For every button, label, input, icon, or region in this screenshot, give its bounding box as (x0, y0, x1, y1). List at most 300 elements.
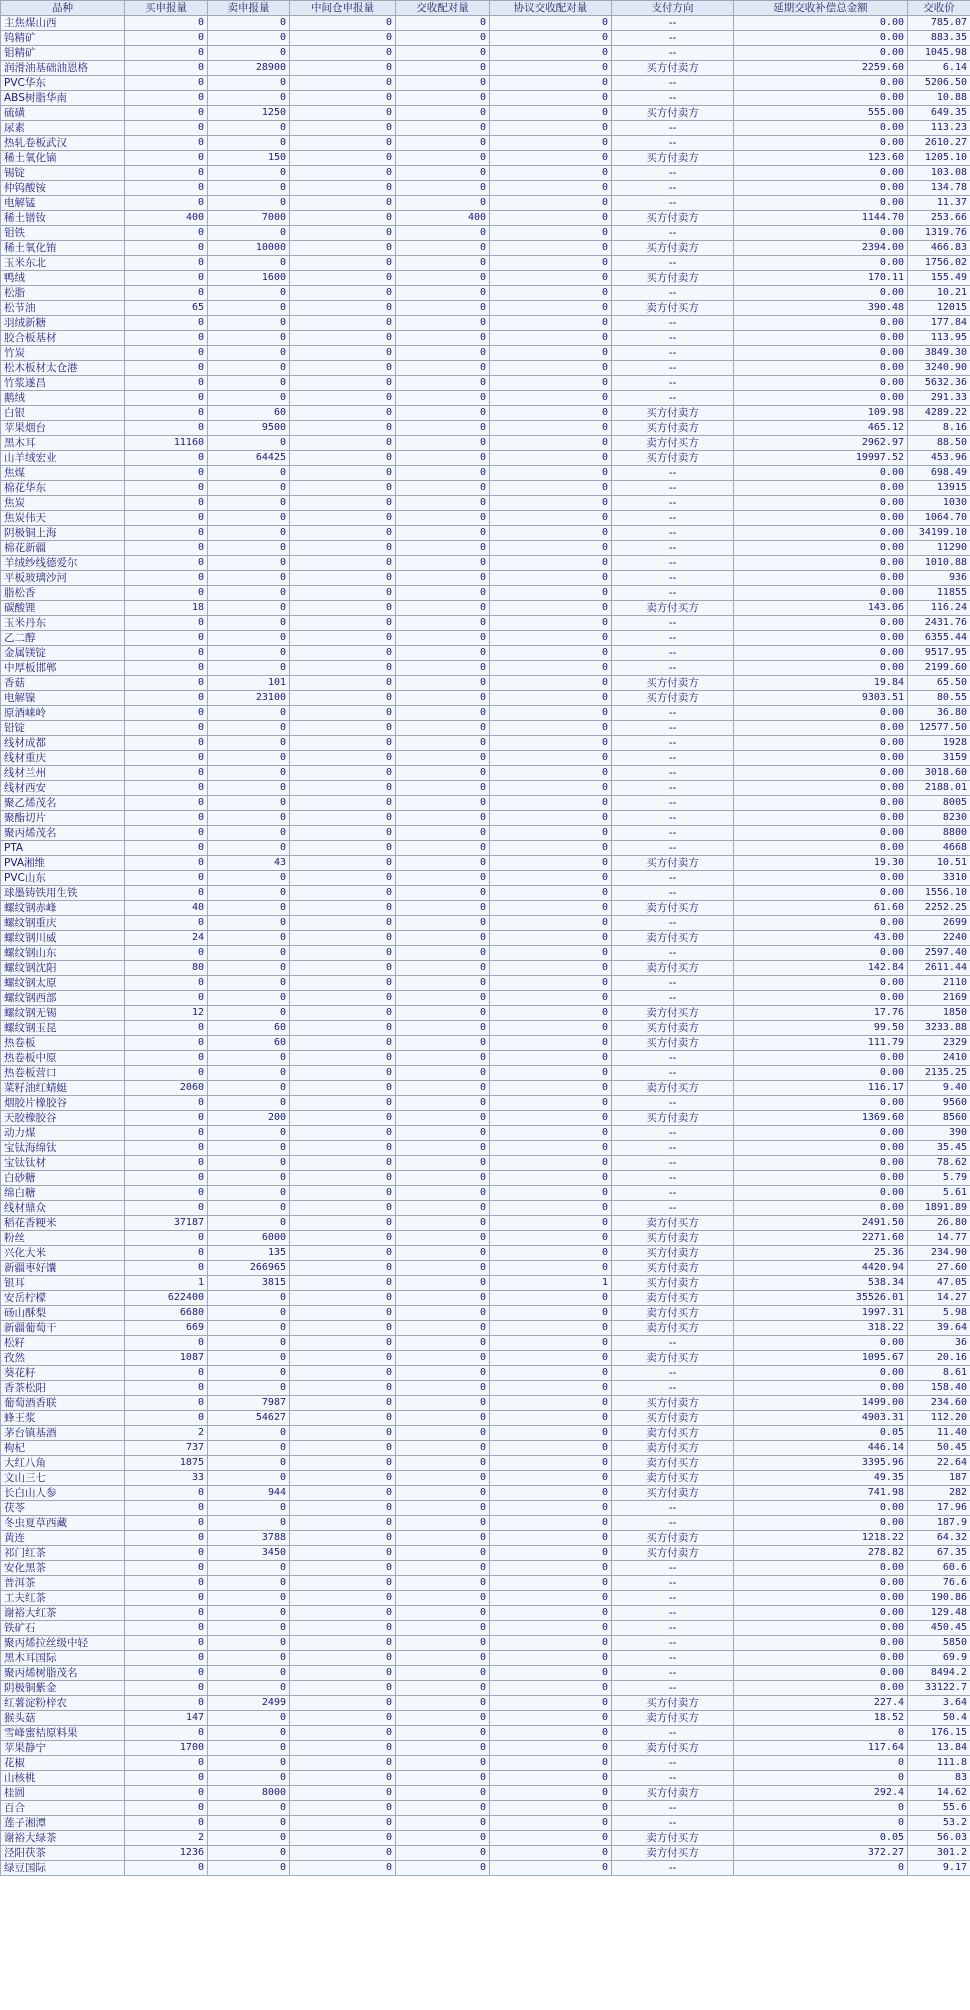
cell-deferred-compensation: 0.00 (734, 556, 908, 571)
cell-sell-quantity: 9500 (208, 421, 290, 436)
cell-payment-direction: -- (612, 31, 734, 46)
cell-agreement-matched-quantity: 0 (490, 1126, 612, 1141)
cell-matched-quantity: 0 (396, 1336, 490, 1351)
cell-buy-quantity: 0 (125, 61, 208, 76)
cell-agreement-matched-quantity: 0 (490, 1231, 612, 1246)
cell-agreement-matched-quantity: 0 (490, 781, 612, 796)
cell-intermediate-quantity: 0 (290, 1861, 396, 1876)
cell-variety: 枸杞 (1, 1441, 125, 1456)
cell-variety: 雪峰蜜桔原料果 (1, 1726, 125, 1741)
cell-sell-quantity: 0 (208, 1711, 290, 1726)
table-row (1, 241, 970, 256)
cell-matched-quantity: 0 (396, 1591, 490, 1606)
cell-agreement-matched-quantity: 0 (490, 961, 612, 976)
cell-matched-quantity: 0 (396, 646, 490, 661)
cell-agreement-matched-quantity: 0 (490, 1696, 612, 1711)
cell-intermediate-quantity: 0 (290, 1021, 396, 1036)
cell-sell-quantity: 135 (208, 1246, 290, 1261)
cell-deferred-compensation: 2491.50 (734, 1216, 908, 1231)
cell-intermediate-quantity: 0 (290, 376, 396, 391)
cell-intermediate-quantity: 0 (290, 646, 396, 661)
cell-agreement-matched-quantity: 0 (490, 1006, 612, 1021)
cell-deferred-compensation: 19.30 (734, 856, 908, 871)
cell-intermediate-quantity: 0 (290, 1291, 396, 1306)
cell-buy-quantity: 0 (125, 1801, 208, 1816)
cell-agreement-matched-quantity: 0 (490, 1546, 612, 1561)
cell-matched-quantity: 0 (396, 121, 490, 136)
table-row (1, 481, 970, 496)
cell-deferred-compensation: 43.00 (734, 931, 908, 946)
cell-agreement-matched-quantity: 0 (490, 1396, 612, 1411)
table-row (1, 706, 970, 721)
cell-matched-quantity: 400 (396, 211, 490, 226)
cell-variety: 焦煤 (1, 466, 125, 481)
cell-buy-quantity: 0 (125, 1621, 208, 1636)
cell-delivery-price: 1010.88 (908, 556, 970, 571)
cell-agreement-matched-quantity: 0 (490, 706, 612, 721)
cell-delivery-price: 9560 (908, 1096, 970, 1111)
cell-agreement-matched-quantity: 0 (490, 841, 612, 856)
cell-variety: 阴极铜上海 (1, 526, 125, 541)
cell-payment-direction: -- (612, 526, 734, 541)
cell-deferred-compensation: 372.27 (734, 1846, 908, 1861)
cell-intermediate-quantity: 0 (290, 1456, 396, 1471)
cell-agreement-matched-quantity: 0 (490, 1561, 612, 1576)
cell-sell-quantity: 0 (208, 886, 290, 901)
cell-payment-direction: -- (612, 316, 734, 331)
cell-buy-quantity: 0 (125, 1411, 208, 1426)
cell-buy-quantity: 0 (125, 571, 208, 586)
cell-payment-direction: 卖方付买方 (612, 436, 734, 451)
cell-variety: 原酒崃岭 (1, 706, 125, 721)
cell-intermediate-quantity: 0 (290, 811, 396, 826)
cell-variety: 稀土氧化镝 (1, 151, 125, 166)
cell-intermediate-quantity: 0 (290, 571, 396, 586)
cell-matched-quantity: 0 (396, 721, 490, 736)
cell-buy-quantity: 11160 (125, 436, 208, 451)
cell-deferred-compensation: 0.00 (734, 226, 908, 241)
table-row (1, 1021, 970, 1036)
cell-agreement-matched-quantity: 0 (490, 121, 612, 136)
table-row (1, 1411, 970, 1426)
cell-deferred-compensation: 0.00 (734, 1681, 908, 1696)
cell-buy-quantity: 0 (125, 511, 208, 526)
cell-deferred-compensation: 117.64 (734, 1741, 908, 1756)
cell-intermediate-quantity: 0 (290, 1081, 396, 1096)
cell-sell-quantity: 0 (208, 916, 290, 931)
cell-delivery-price: 10.88 (908, 91, 970, 106)
cell-agreement-matched-quantity: 0 (490, 1576, 612, 1591)
cell-sell-quantity: 0 (208, 1006, 290, 1021)
header-matched-quantity: 交收配对量 (396, 1, 490, 16)
cell-intermediate-quantity: 0 (290, 1801, 396, 1816)
cell-agreement-matched-quantity: 0 (490, 1861, 612, 1876)
cell-matched-quantity: 0 (396, 526, 490, 541)
cell-sell-quantity: 0 (208, 1321, 290, 1336)
cell-matched-quantity: 0 (396, 751, 490, 766)
cell-variety: 钼精矿 (1, 46, 125, 61)
cell-sell-quantity: 0 (208, 901, 290, 916)
cell-sell-quantity: 0 (208, 781, 290, 796)
cell-deferred-compensation: 0.00 (734, 46, 908, 61)
table-row (1, 1726, 970, 1741)
cell-matched-quantity: 0 (396, 421, 490, 436)
cell-sell-quantity: 0 (208, 1681, 290, 1696)
cell-agreement-matched-quantity: 0 (490, 1351, 612, 1366)
cell-matched-quantity: 0 (396, 1546, 490, 1561)
cell-payment-direction: -- (612, 1201, 734, 1216)
cell-deferred-compensation: 0.00 (734, 1576, 908, 1591)
cell-variety: 聚乙烯茂名 (1, 796, 125, 811)
cell-payment-direction: -- (612, 631, 734, 646)
cell-agreement-matched-quantity: 0 (490, 1021, 612, 1036)
table-row (1, 1636, 970, 1651)
cell-intermediate-quantity: 0 (290, 1666, 396, 1681)
cell-matched-quantity: 0 (396, 556, 490, 571)
cell-sell-quantity: 0 (208, 1726, 290, 1741)
table-row (1, 1351, 970, 1366)
cell-sell-quantity: 10000 (208, 241, 290, 256)
table-row (1, 646, 970, 661)
cell-variety: 茅台镇基酒 (1, 1426, 125, 1441)
cell-payment-direction: -- (612, 511, 734, 526)
cell-matched-quantity: 0 (396, 1456, 490, 1471)
cell-intermediate-quantity: 0 (290, 1351, 396, 1366)
cell-matched-quantity: 0 (396, 1771, 490, 1786)
cell-payment-direction: 卖方付买方 (612, 301, 734, 316)
cell-payment-direction: -- (612, 1666, 734, 1681)
cell-deferred-compensation: 19.84 (734, 676, 908, 691)
cell-variety: 锡锭 (1, 166, 125, 181)
cell-delivery-price: 4668 (908, 841, 970, 856)
cell-intermediate-quantity: 0 (290, 1231, 396, 1246)
cell-agreement-matched-quantity: 0 (490, 106, 612, 121)
cell-payment-direction: 买方付卖方 (612, 1546, 734, 1561)
cell-matched-quantity: 0 (396, 1426, 490, 1441)
cell-deferred-compensation: 0 (734, 1801, 908, 1816)
cell-buy-quantity: 0 (125, 466, 208, 481)
cell-delivery-price: 8230 (908, 811, 970, 826)
cell-variety: 稀土镨钕 (1, 211, 125, 226)
cell-variety: 白银 (1, 406, 125, 421)
cell-agreement-matched-quantity: 0 (490, 136, 612, 151)
cell-buy-quantity: 0 (125, 796, 208, 811)
table-row (1, 16, 970, 31)
cell-variety: 尿素 (1, 121, 125, 136)
cell-intermediate-quantity: 0 (290, 556, 396, 571)
cell-sell-quantity: 0 (208, 1381, 290, 1396)
cell-buy-quantity: 2060 (125, 1081, 208, 1096)
cell-matched-quantity: 0 (396, 1576, 490, 1591)
cell-matched-quantity: 0 (396, 196, 490, 211)
cell-delivery-price: 649.35 (908, 106, 970, 121)
cell-intermediate-quantity: 0 (290, 436, 396, 451)
cell-intermediate-quantity: 0 (290, 1771, 396, 1786)
table-row (1, 541, 970, 556)
cell-intermediate-quantity: 0 (290, 526, 396, 541)
cell-sell-quantity: 0 (208, 751, 290, 766)
cell-buy-quantity: 40 (125, 901, 208, 916)
cell-payment-direction: 买方付卖方 (612, 856, 734, 871)
cell-delivery-price: 2240 (908, 931, 970, 946)
cell-deferred-compensation: 0.00 (734, 946, 908, 961)
cell-agreement-matched-quantity: 0 (490, 46, 612, 61)
cell-sell-quantity: 0 (208, 766, 290, 781)
cell-delivery-price: 3310 (908, 871, 970, 886)
cell-variety: 竹浆遂昌 (1, 376, 125, 391)
table-row (1, 1681, 970, 1696)
cell-delivery-price: 1850 (908, 1006, 970, 1021)
cell-matched-quantity: 0 (396, 1696, 490, 1711)
cell-payment-direction: 卖方付买方 (612, 1831, 734, 1846)
cell-buy-quantity: 0 (125, 1246, 208, 1261)
cell-intermediate-quantity: 0 (290, 241, 396, 256)
cell-buy-quantity: 0 (125, 1036, 208, 1051)
cell-sell-quantity: 0 (208, 361, 290, 376)
cell-buy-quantity: 0 (125, 646, 208, 661)
cell-agreement-matched-quantity: 0 (490, 481, 612, 496)
cell-buy-quantity: 0 (125, 1141, 208, 1156)
cell-agreement-matched-quantity: 0 (490, 1141, 612, 1156)
cell-matched-quantity: 0 (396, 1276, 490, 1291)
table-row (1, 631, 970, 646)
cell-variety: 铅锭 (1, 721, 125, 736)
cell-delivery-price: 1556.10 (908, 886, 970, 901)
cell-variety: 宝钛海绵钛 (1, 1141, 125, 1156)
cell-agreement-matched-quantity: 0 (490, 391, 612, 406)
cell-delivery-price: 20.16 (908, 1351, 970, 1366)
cell-deferred-compensation: 0.00 (734, 286, 908, 301)
cell-deferred-compensation: 0.00 (734, 1561, 908, 1576)
cell-sell-quantity: 0 (208, 76, 290, 91)
cell-payment-direction: -- (612, 1561, 734, 1576)
cell-sell-quantity: 3815 (208, 1276, 290, 1291)
cell-sell-quantity: 0 (208, 526, 290, 541)
table-row (1, 526, 970, 541)
cell-matched-quantity: 0 (396, 931, 490, 946)
cell-matched-quantity: 0 (396, 1711, 490, 1726)
cell-sell-quantity: 3788 (208, 1531, 290, 1546)
cell-intermediate-quantity: 0 (290, 766, 396, 781)
cell-matched-quantity: 0 (396, 1726, 490, 1741)
cell-payment-direction: 买方付卖方 (612, 1036, 734, 1051)
cell-sell-quantity: 0 (208, 931, 290, 946)
cell-intermediate-quantity: 0 (290, 1066, 396, 1081)
cell-variety: 黑木耳国际 (1, 1651, 125, 1666)
cell-buy-quantity: 0 (125, 586, 208, 601)
cell-payment-direction: 卖方付买方 (612, 1351, 734, 1366)
cell-delivery-price: 390 (908, 1126, 970, 1141)
cell-sell-quantity: 0 (208, 316, 290, 331)
cell-delivery-price: 5.98 (908, 1306, 970, 1321)
cell-agreement-matched-quantity: 0 (490, 736, 612, 751)
cell-buy-quantity: 0 (125, 1561, 208, 1576)
table-row (1, 511, 970, 526)
cell-matched-quantity: 0 (396, 1171, 490, 1186)
cell-delivery-price: 67.35 (908, 1546, 970, 1561)
cell-variety: 球墨铸铁用生铁 (1, 886, 125, 901)
table-row (1, 1816, 970, 1831)
cell-buy-quantity: 0 (125, 16, 208, 31)
cell-buy-quantity: 0 (125, 1696, 208, 1711)
cell-delivery-price: 111.8 (908, 1756, 970, 1771)
table-row (1, 691, 970, 706)
cell-intermediate-quantity: 0 (290, 856, 396, 871)
cell-payment-direction: -- (612, 1861, 734, 1876)
cell-buy-quantity: 0 (125, 271, 208, 286)
table-row (1, 376, 970, 391)
cell-sell-quantity: 60 (208, 1036, 290, 1051)
cell-payment-direction: -- (612, 646, 734, 661)
cell-intermediate-quantity: 0 (290, 106, 396, 121)
table-row (1, 466, 970, 481)
table-row (1, 1051, 970, 1066)
table-row (1, 796, 970, 811)
cell-deferred-compensation: 4420.94 (734, 1261, 908, 1276)
cell-variety: 碳酸锂 (1, 601, 125, 616)
cell-deferred-compensation: 0.00 (734, 976, 908, 991)
table-row (1, 616, 970, 631)
cell-agreement-matched-quantity: 0 (490, 796, 612, 811)
cell-payment-direction: 卖方付买方 (612, 1006, 734, 1021)
cell-delivery-price: 2431.76 (908, 616, 970, 631)
cell-buy-quantity: 0 (125, 136, 208, 151)
cell-sell-quantity: 0 (208, 1066, 290, 1081)
cell-buy-quantity: 0 (125, 451, 208, 466)
cell-variety: 热卷板 (1, 1036, 125, 1051)
cell-variety: 新疆葡萄干 (1, 1321, 125, 1336)
cell-payment-direction: 买方付卖方 (612, 1696, 734, 1711)
table-row (1, 1756, 970, 1771)
table-row (1, 1261, 970, 1276)
table-row (1, 1861, 970, 1876)
cell-variety: 茯苓 (1, 1501, 125, 1516)
cell-matched-quantity: 0 (396, 151, 490, 166)
header-sell-quantity: 卖申报量 (208, 1, 290, 16)
cell-delivery-price: 2169 (908, 991, 970, 1006)
table-row (1, 766, 970, 781)
cell-buy-quantity: 0 (125, 751, 208, 766)
cell-agreement-matched-quantity: 1 (490, 1276, 612, 1291)
cell-agreement-matched-quantity: 0 (490, 1201, 612, 1216)
cell-matched-quantity: 0 (396, 1291, 490, 1306)
cell-payment-direction: 买方付卖方 (612, 1261, 734, 1276)
cell-sell-quantity: 64425 (208, 451, 290, 466)
cell-sell-quantity: 0 (208, 1171, 290, 1186)
cell-intermediate-quantity: 0 (290, 541, 396, 556)
cell-agreement-matched-quantity: 0 (490, 616, 612, 631)
cell-buy-quantity: 1236 (125, 1846, 208, 1861)
table-row (1, 571, 970, 586)
table-row (1, 676, 970, 691)
cell-delivery-price: 39.64 (908, 1321, 970, 1336)
cell-agreement-matched-quantity: 0 (490, 661, 612, 676)
cell-matched-quantity: 0 (396, 481, 490, 496)
cell-variety: 猴头菇 (1, 1711, 125, 1726)
cell-deferred-compensation: 0.00 (734, 991, 908, 1006)
cell-buy-quantity: 0 (125, 1396, 208, 1411)
cell-sell-quantity: 0 (208, 346, 290, 361)
cell-buy-quantity: 18 (125, 601, 208, 616)
table-row (1, 1621, 970, 1636)
cell-payment-direction: 买方付卖方 (612, 211, 734, 226)
cell-payment-direction: -- (612, 331, 734, 346)
cell-intermediate-quantity: 0 (290, 601, 396, 616)
cell-intermediate-quantity: 0 (290, 46, 396, 61)
cell-sell-quantity: 0 (208, 1861, 290, 1876)
cell-agreement-matched-quantity: 0 (490, 541, 612, 556)
cell-intermediate-quantity: 0 (290, 181, 396, 196)
cell-sell-quantity: 0 (208, 91, 290, 106)
cell-deferred-compensation: 318.22 (734, 1321, 908, 1336)
table-row (1, 406, 970, 421)
cell-payment-direction: -- (612, 1801, 734, 1816)
cell-buy-quantity: 24 (125, 931, 208, 946)
cell-buy-quantity: 0 (125, 1126, 208, 1141)
cell-matched-quantity: 0 (396, 91, 490, 106)
cell-sell-quantity: 0 (208, 1291, 290, 1306)
cell-sell-quantity: 0 (208, 976, 290, 991)
cell-agreement-matched-quantity: 0 (490, 931, 612, 946)
cell-buy-quantity: 0 (125, 1486, 208, 1501)
cell-sell-quantity: 0 (208, 601, 290, 616)
cell-buy-quantity: 0 (125, 1336, 208, 1351)
cell-agreement-matched-quantity: 0 (490, 976, 612, 991)
cell-payment-direction: -- (612, 556, 734, 571)
cell-payment-direction: 卖方付买方 (612, 1441, 734, 1456)
table-row (1, 751, 970, 766)
cell-deferred-compensation: 741.98 (734, 1486, 908, 1501)
cell-agreement-matched-quantity: 0 (490, 676, 612, 691)
table-row (1, 1306, 970, 1321)
cell-sell-quantity: 0 (208, 1141, 290, 1156)
cell-matched-quantity: 0 (396, 961, 490, 976)
cell-delivery-price: 2329 (908, 1036, 970, 1051)
cell-deferred-compensation: 0.00 (734, 1651, 908, 1666)
header-variety: 品种 (1, 1, 125, 16)
table-row (1, 1111, 970, 1126)
cell-payment-direction: -- (612, 376, 734, 391)
cell-payment-direction: -- (612, 826, 734, 841)
cell-variety: 螺纹钢西部 (1, 991, 125, 1006)
cell-payment-direction: -- (612, 1156, 734, 1171)
cell-variety: 热卷板中原 (1, 1051, 125, 1066)
cell-payment-direction: -- (612, 181, 734, 196)
cell-deferred-compensation: 123.60 (734, 151, 908, 166)
cell-delivery-price: 8.16 (908, 421, 970, 436)
cell-sell-quantity: 0 (208, 1156, 290, 1171)
cell-agreement-matched-quantity: 0 (490, 346, 612, 361)
cell-delivery-price: 2110 (908, 976, 970, 991)
cell-intermediate-quantity: 0 (290, 421, 396, 436)
cell-delivery-price: 34199.10 (908, 526, 970, 541)
cell-deferred-compensation: 0.00 (734, 811, 908, 826)
cell-buy-quantity: 0 (125, 946, 208, 961)
cell-intermediate-quantity: 0 (290, 616, 396, 631)
cell-deferred-compensation: 0.00 (734, 181, 908, 196)
cell-deferred-compensation: 1144.70 (734, 211, 908, 226)
cell-matched-quantity: 0 (396, 241, 490, 256)
cell-payment-direction: -- (612, 886, 734, 901)
cell-deferred-compensation: 0.00 (734, 886, 908, 901)
table-row (1, 1006, 970, 1021)
cell-sell-quantity: 3450 (208, 1546, 290, 1561)
cell-intermediate-quantity: 0 (290, 76, 396, 91)
cell-sell-quantity: 0 (208, 646, 290, 661)
cell-variety: 棉花新疆 (1, 541, 125, 556)
table-row (1, 556, 970, 571)
cell-deferred-compensation: 0.00 (734, 751, 908, 766)
